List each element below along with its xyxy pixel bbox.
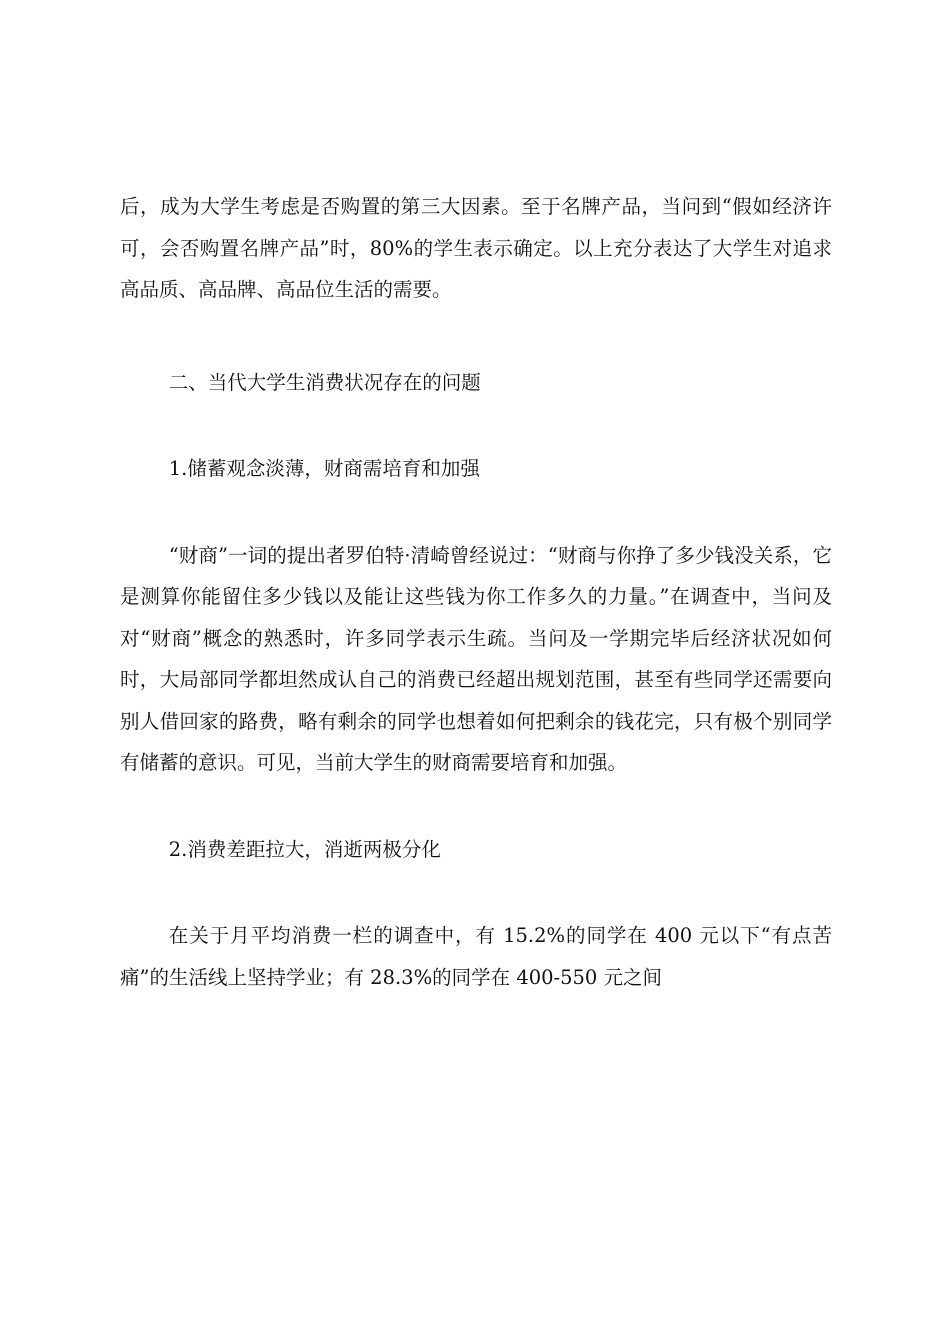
subsection-heading: 1.储蓄观念淡薄，财商需培育和加强	[168, 457, 480, 480]
paragraph-spacer	[120, 870, 832, 915]
paragraph-spacer	[120, 490, 832, 535]
subsection-heading: 2.消费差距拉大，消逝两极分化	[168, 837, 441, 861]
paragraph-spacer	[120, 403, 832, 448]
paragraph-continuation: 后，成为大学生考虑是否购置的第三大因素。至于名牌产品，当问到“假如经济许可，会否购置名牌产品”时，80%的学生表示确定。以上充分表达了大学生对追求高品质、高品牌、高品位生活的需要。	[120, 195, 832, 301]
document-body	[120, 186, 832, 998]
section-heading: 二、当代大学生消费状况存在的问题	[168, 370, 481, 394]
paragraph-spacer	[120, 784, 832, 829]
body-paragraph: 在关于月平均消费一栏的调查中，有 15.2%的同学在 400 元以下“有点苦痛”的生活线上坚持学业；有 28.3%的同学在 400-550 元之间	[120, 924, 832, 989]
body-paragraph: “财商”一词的提出者罗伯特·清崎曾经说过：“财商与你挣了多少钱没关系，它是测算你能留住多少钱以及能让这些钱为你工作多久的力量。”在调查中，当问及对“财商”概念的熟悉时，许多同学表示生疏。当问及一学期完毕后经济状况如何时，大局部同学都坦然成认自己的消费已经超出规划范围，甚至有些同学还需要向别人借回家的路费，略有剩余的同学也想着如何把剩余的钱花完，只有极个别同学有储蓄的意识。可见，当前大学生的财商需要培育和加强。	[120, 543, 832, 774]
paragraph-spacer	[120, 311, 832, 362]
